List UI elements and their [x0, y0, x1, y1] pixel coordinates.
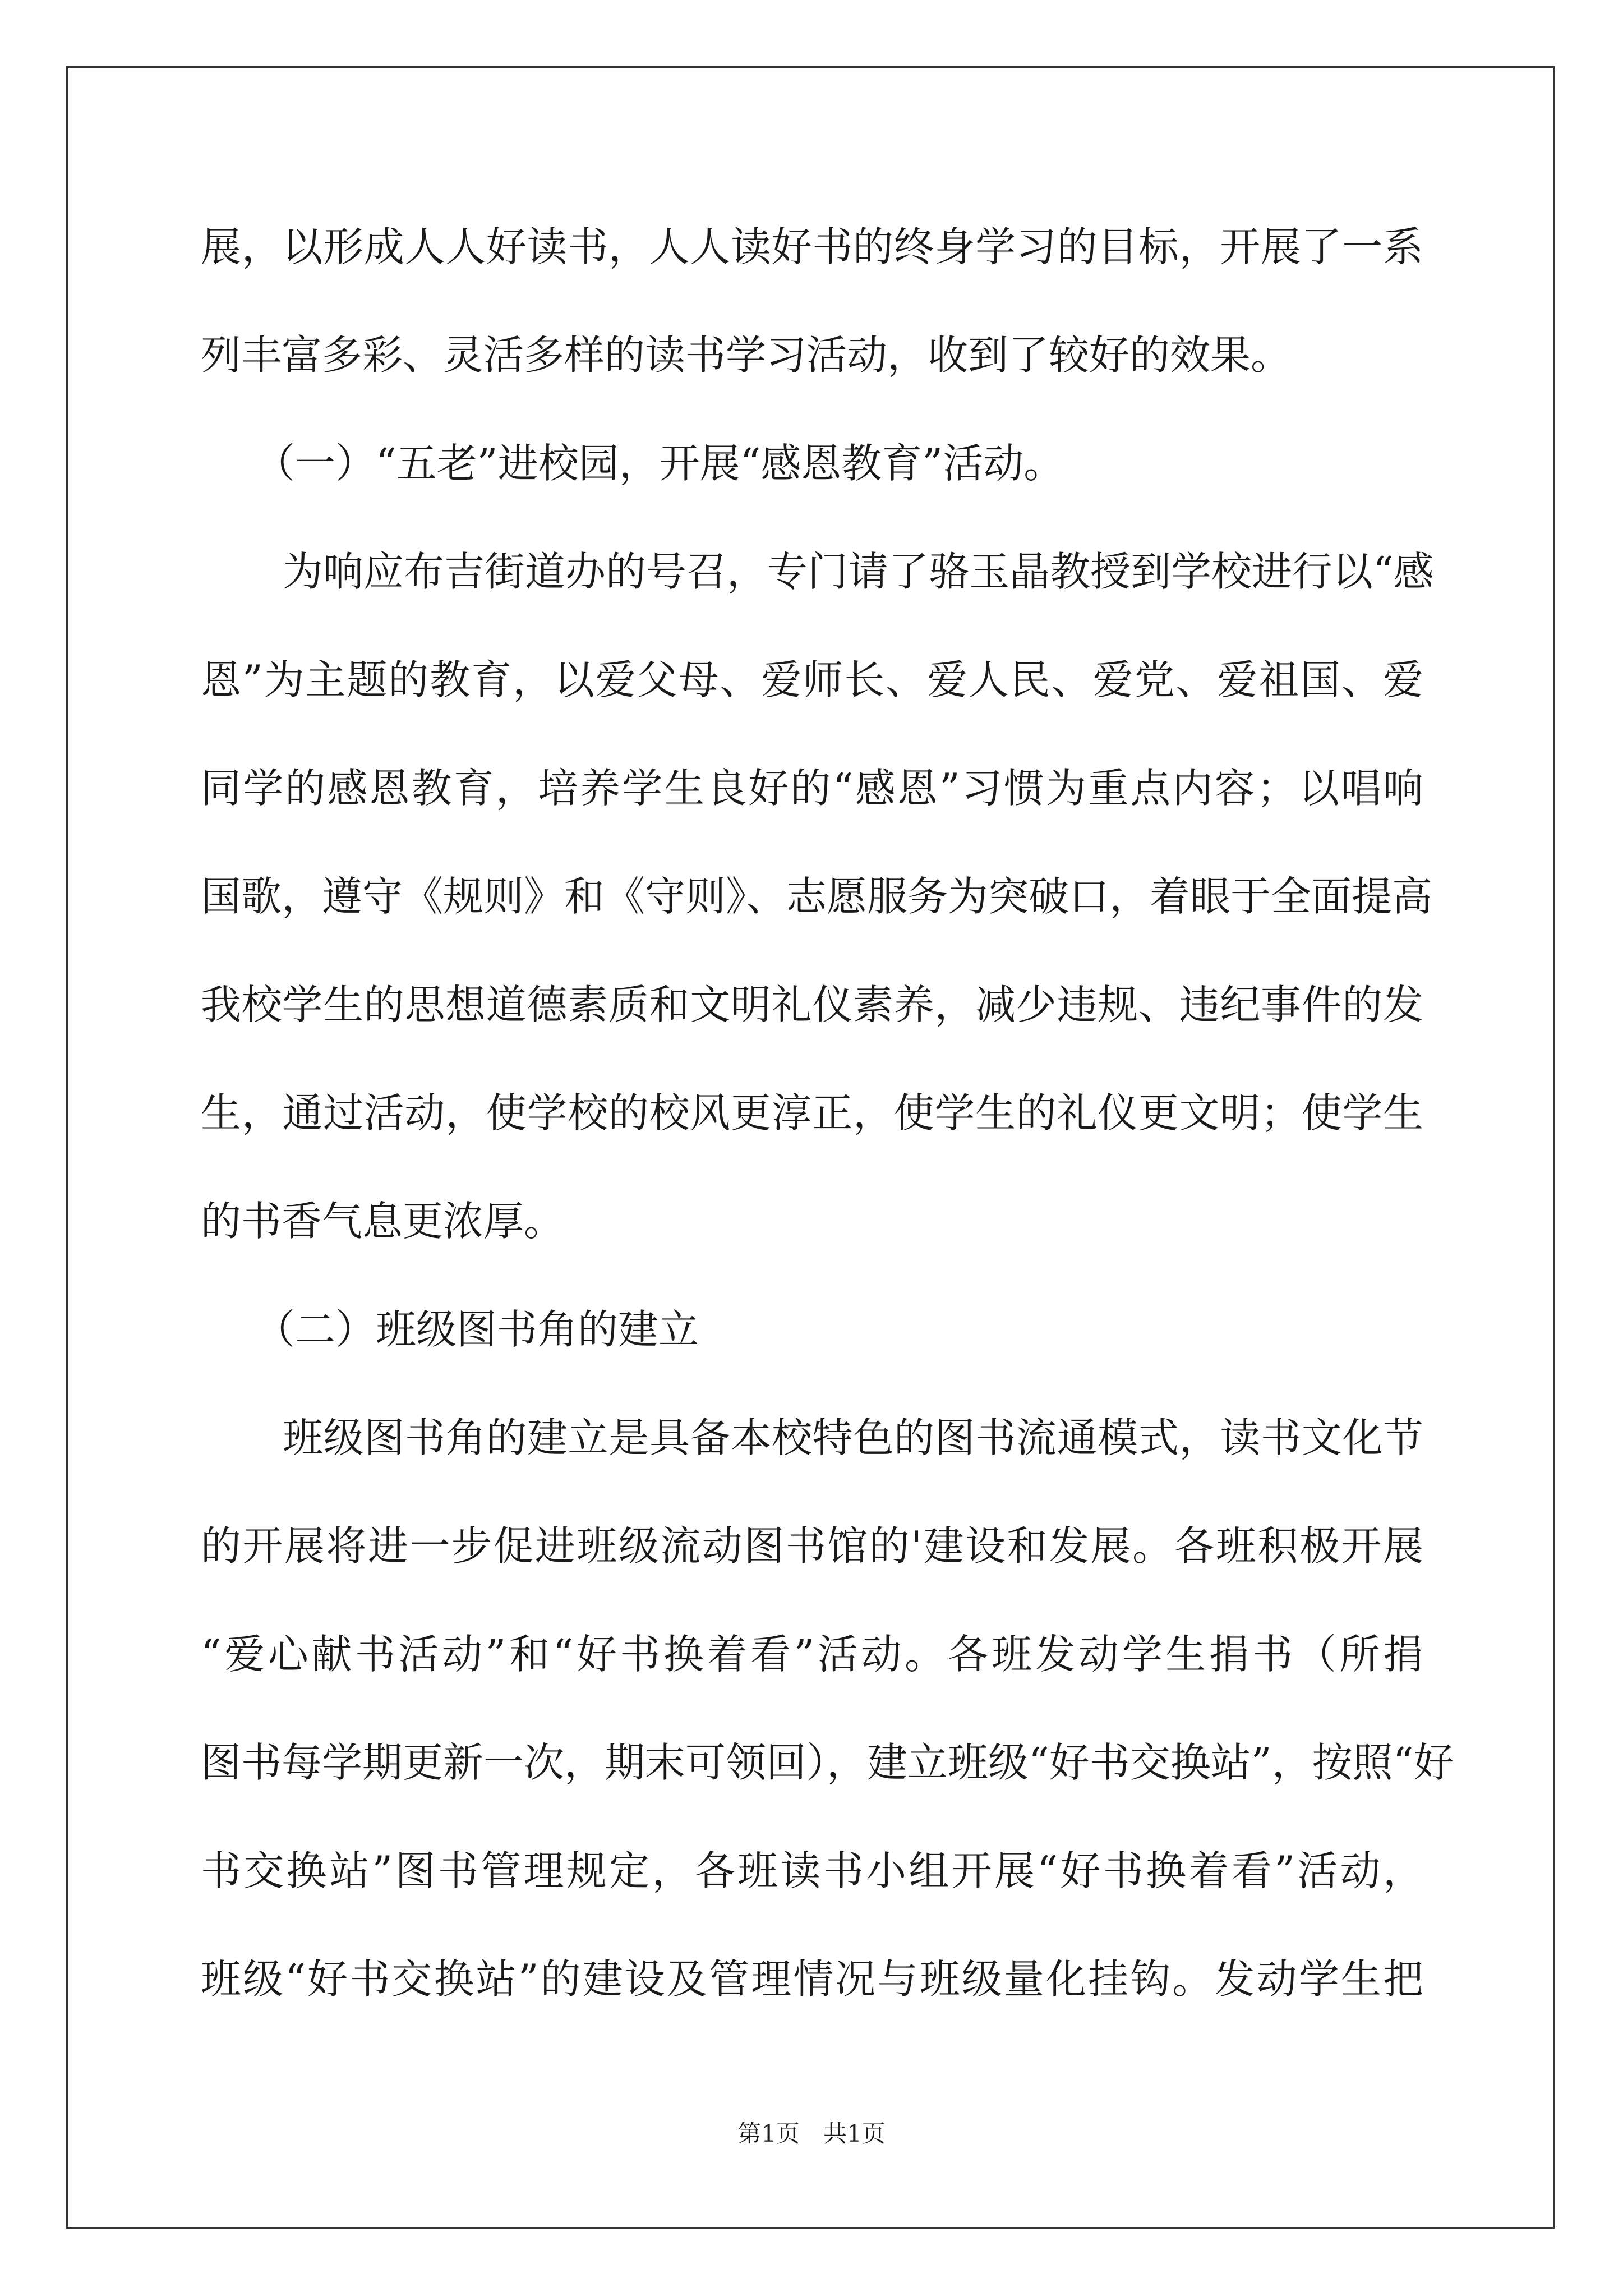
section-heading: （一）“五老”进校园，开展“感恩教育”活动。	[255, 440, 1064, 487]
paragraph-line: 我校学生的思想道德素质和文明礼仪素养，减少违规、违纪事件的发	[201, 981, 1423, 1028]
paragraph-line: 书交换站”图书管理规定，各班读书小组开展“好书换着看”活动，	[201, 1847, 1423, 1894]
paragraph-line: 列丰富多彩、灵活多样的读书学习活动，收到了较好的效果。	[201, 332, 1292, 379]
paragraph-line: 生，通过活动，使学校的校风更淳正，使学生的礼仪更文明；使学生	[201, 1089, 1423, 1137]
paragraph-line: 恩”为主题的教育，以爱父母、爱师长、爱人民、爱党、爱祖国、爱	[201, 656, 1423, 703]
document-body	[201, 216, 1454, 2056]
paragraph-line: 班级图书角的建立是具备本校特色的图书流通模式，读书文化节	[283, 1414, 1423, 1461]
paragraph-line: “爱心献书活动”和“好书换着看”活动。各班发动学生捐书（所捐	[201, 1631, 1423, 1678]
paragraph-line: 国歌，遵守《规则》和《守则》、志愿服务为突破口，着眼于全面提高	[201, 873, 1433, 920]
paragraph-line: 的书香气息更浓厚。	[201, 1198, 565, 1245]
section-heading: （二）班级图书角的建立	[255, 1306, 699, 1353]
paragraph-line: 为响应布吉街道办的号召，专门请了骆玉晶教授到学校进行以“感	[283, 548, 1434, 595]
paragraph-line: 的开展将进一步促进班级流动图书馆的'建设和发展。各班积极开展	[201, 1522, 1423, 1570]
paragraph-line: 班级“好书交换站”的建设及管理情况与班级量化挂钩。发动学生把	[201, 1955, 1423, 2003]
paragraph-line: 图书每学期更新一次，期末可领回），建立班级“好书交换站”，按照“好	[201, 1739, 1454, 1786]
page-footer: 第1页 共1页	[737, 2120, 886, 2147]
paragraph-line: 展，以形成人人好读书，人人读好书的终身学习的目标，开展了一系	[201, 223, 1423, 270]
paragraph-line: 同学的感恩教育，培养学生良好的“感恩”习惯为重点内容；以唱响	[201, 765, 1423, 812]
